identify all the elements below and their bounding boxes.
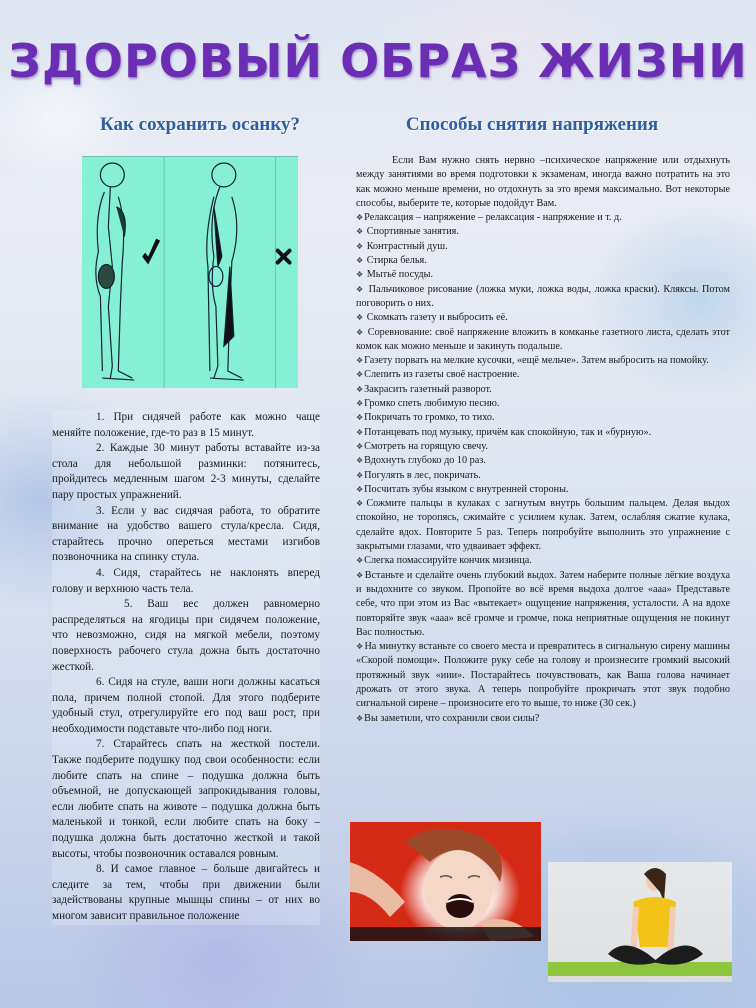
cross-icon bbox=[278, 251, 290, 263]
tip-paragraph: 7. Старайтесь спать на жесткой постели. Также подберите подушку под свои особенности: если любите спать на спине – подушка должна быть объемной, не допускающей запрокидывания головы, если любите спать на животе – подушка должна быть маленькой и тонкой, если любите спать на боку – подушка должна быть достаточно жесткой и такой высоты, чтобы позвоночник оставался ровным. bbox=[52, 738, 320, 860]
screaming-girl-photo bbox=[350, 822, 541, 941]
list-item: ❖ Громко спеть любимую песню. bbox=[356, 397, 730, 411]
tip-paragraph: 4. Сидя, старайтесь не наклонять вперед голову и верхнюю часть тела. bbox=[52, 566, 320, 595]
list-item: ❖ Погулять в лес, покричать. bbox=[356, 469, 730, 483]
list-item: ❖ Слегка помассируйте кончик мизинца. bbox=[356, 554, 730, 568]
list-item: ❖ Мытьё посуды. bbox=[356, 268, 730, 282]
intro-paragraph: Если Вам нужно снять нервно –психическое напряжение или отдыхнуть между занятиями во время подготовки к экзаменам, иногда важно потратить на это как можно меньше времени, но отдохнуть за это время максимально. Вот некоторые способы, выберите те, которые подойдут Вам. bbox=[356, 155, 730, 209]
stress-relief-heading: Способы снятия напряжения bbox=[405, 114, 659, 135]
correct-posture-figure bbox=[96, 163, 134, 380]
list-item: ❖ Контрастный душ. bbox=[356, 240, 730, 254]
incorrect-posture-figure bbox=[207, 163, 244, 380]
tip-paragraph: 2. Каждые 30 минут работы вставайте из-за стола для небольшой разминки: потянитесь, пройдитесь медленным шагом 2-3 минуты, сделайте пару простых упражнений. bbox=[52, 442, 320, 501]
list-item: ❖ Вдохнуть глубоко до 10 раз. bbox=[356, 454, 730, 468]
tip-paragraph: 8. И самое главное – больше двигайтесь и следите за тем, чтобы при движении были задействованы крупные мышцы спины – от них во многом зависит правильное положение bbox=[52, 863, 320, 922]
posture-tips bbox=[52, 410, 320, 925]
list-item: ❖ Пальчиковое рисование (ложка муки, ложка воды, ложка краски). Кляксы. Потом поговорить о них. bbox=[356, 283, 730, 312]
tip-paragraph: 5. Ваш вес должен равномерно распределяться на ягодицы при сидячем положение, что невозможно, сидя на мягкой мебели, поэтому поверхность рабочего стула дожна быть достаточно жесткой. bbox=[52, 598, 320, 673]
tip-paragraph: 3. Если у вас сидячая работа, то обратите внимание на удобство вашего стула/кресла. Сидя, старайтесь прочно опереться местами изгибов позвоночника на спинку стула. bbox=[52, 504, 320, 564]
list-item: ❖ Сожмите пальцы в кулаках с загнутым внутрь большим пальцем. Делая выдох спокойно, не торопясь, сжимайте с усилием кулак. Затем, ослабляя сжатие кулака, сделайте вдох. Повторите 5 раз. Теперь попробуйте выполнить это упражнение с закрытыми глазами, что удваивает эффект. bbox=[356, 497, 730, 554]
posture-heading: Как сохранить осанку? bbox=[99, 114, 301, 135]
list-item: ❖ Закрасить газетный разворот. bbox=[356, 383, 730, 397]
list-item: ❖ Слепить из газеты своё настроение. bbox=[356, 368, 730, 382]
list-item: ❖ Вы заметили, что сохранили свои силы? bbox=[356, 712, 730, 726]
list-item: ❖ Скомкать газету и выбросить её. bbox=[356, 311, 730, 325]
stress-relief-list bbox=[356, 154, 730, 726]
tip-paragraph: 6. Сидя на стуле, ваши ноги должны касаться пола, причем полной стопой. Для этого подберите удобный стул, отрегулируйте его под ваш рост, при необходимости подставьте что-либо под ноги. bbox=[52, 676, 320, 735]
yoga-woman-photo bbox=[548, 862, 732, 982]
list-item: ❖ Релаксация – напряжение – релаксация - напряжение и т. д. bbox=[356, 211, 730, 225]
page-title: ЗДОРОВЫЙ ОБРАЗ ЖИЗНИ bbox=[8, 34, 748, 88]
list-item: ❖ Посчитать зубы языком с внутренней стороны. bbox=[356, 483, 730, 497]
list-item: ❖ На минутку встаньте со своего места и превратитесь в сигнальную сирену машины «Скорой помощи». Положите руку себе на голову и произнесите громкий высокий протяжный звук «иии». Постарайтесь почувствовать, как Ваша голова начинает дрожать от этого звука. А теперь попробуйте прокричать этот звук подобно сигнальной сирене – произносите его то выше, то ниже (30 сек.) bbox=[356, 640, 730, 711]
posture-illustration bbox=[82, 156, 298, 388]
list-item: ❖ Стирка белья. bbox=[356, 254, 730, 268]
list-item: ❖ Соревнование: своё напряжение вложить в комканье газетного листа, сделать этот комок как можно меньше и закинуть подальше. bbox=[356, 326, 730, 355]
list-item: ❖ Смотреть на горящую свечу. bbox=[356, 440, 730, 454]
list-item: ❖ Покричать то громко, то тихо. bbox=[356, 411, 730, 425]
list-item: ❖ Спортивные занятия. bbox=[356, 225, 730, 239]
check-icon bbox=[142, 239, 160, 265]
list-item: ❖ Встаньте и сделайте очень глубокий выдох. Затем наберите полные лёгкие воздуха и выдохните со звуком. Пропойте во всё время выдоха долгое «ааа» Представьте себе, что при этом из Вас «вытекает» ощущение напряжения, усталости. А на вдохе повторяйте звук «ааа» всё громче и громче, пока неприятные ощущения не покинут Вас полностью. bbox=[356, 569, 730, 640]
list-item: ❖ Газету порвать на мелкие кусочки, «ещё мельче». Затем выбросить на помойку. bbox=[356, 354, 730, 368]
tip-paragraph: 1. При сидячей работе как можно чаще меняйте положение, где-то раз в 15 минут. bbox=[52, 411, 320, 439]
list-item: ❖ Потанцевать под музыку, причём как спокойную, так и «бурную». bbox=[356, 426, 730, 440]
